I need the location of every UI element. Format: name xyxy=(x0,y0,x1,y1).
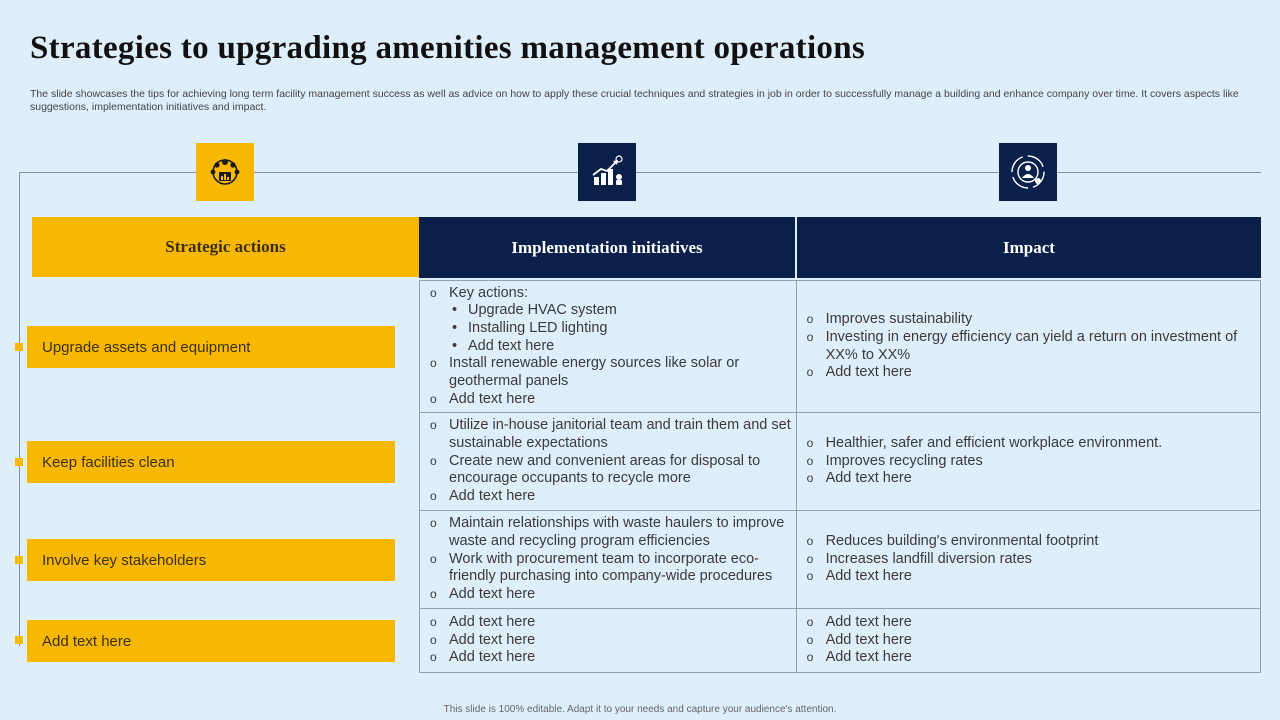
sub-list-item: • Upgrade HVAC system xyxy=(420,302,796,320)
table-row xyxy=(420,281,1261,413)
header-impact: Impact xyxy=(797,217,1261,278)
frame-line-left xyxy=(19,172,20,646)
list-item: o Add text here xyxy=(797,568,1260,586)
page-title: Strategies to upgrading amenities management operations xyxy=(30,30,866,66)
implementation-cell xyxy=(420,413,797,511)
initiatives-table xyxy=(419,280,1261,673)
list-item: o Add text here xyxy=(797,632,1260,650)
list-item: o Add text here xyxy=(797,649,1260,667)
action-item: Upgrade assets and equipment xyxy=(27,326,395,368)
target-person-icon xyxy=(999,143,1057,201)
impact-cell xyxy=(796,281,1260,413)
impact-cell xyxy=(796,609,1260,673)
connector-dot xyxy=(15,556,23,564)
sub-list-item: • Installing LED lighting xyxy=(420,320,796,338)
action-item: Add text here xyxy=(27,620,395,662)
list-item: o Add text here xyxy=(420,649,796,667)
action-item: Involve key stakeholders xyxy=(27,539,395,581)
list-item: o Improves sustainability xyxy=(797,311,1260,329)
list-item: o Investing in energy efficiency can yield a return on investment of XX% to XX% xyxy=(797,329,1260,364)
list-item: o Healthier, safer and efficient workplace environment. xyxy=(797,435,1260,453)
list-item: o Add text here xyxy=(420,632,796,650)
list-item: o Maintain relationships with waste haulers to improve waste and recycling program efficiencies xyxy=(420,515,796,550)
growth-chart-icon xyxy=(578,143,636,201)
table-row xyxy=(420,511,1261,609)
implementation-cell xyxy=(420,281,797,413)
table-row xyxy=(420,609,1261,673)
header-strategic-actions: Strategic actions xyxy=(32,217,419,277)
connector-dot xyxy=(15,343,23,351)
list-item: o Add text here xyxy=(797,614,1260,632)
list-item: o Add text here xyxy=(797,470,1260,488)
connector-dot xyxy=(15,458,23,466)
list-item: o Install renewable energy sources like solar or geothermal panels xyxy=(420,355,796,390)
list-item: o Add text here xyxy=(420,614,796,632)
header-implementation: Implementation initiatives xyxy=(419,217,795,278)
list-item: o Add text here xyxy=(420,391,796,409)
impact-cell xyxy=(796,511,1260,609)
list-item: o Add text here xyxy=(420,488,796,506)
sub-list-item: • Add text here xyxy=(420,338,796,356)
list-item: o Create new and convenient areas for disposal to encourage occupants to recycle more xyxy=(420,453,796,488)
list-item: o Key actions: xyxy=(420,285,796,303)
list-item: o Add text here xyxy=(797,364,1260,382)
list-item: o Increases landfill diversion rates xyxy=(797,551,1260,569)
page-subtitle: The slide showcases the tips for achieving long term facility management success as well as advice on how to apply these crucial techniques and strategies in job in order to successfully manage a building and enhance company over time. It covers aspects like suggestions, implementation initiatives and impact. xyxy=(30,88,1239,113)
team-meeting-icon xyxy=(196,143,254,201)
connector-dot xyxy=(15,636,23,644)
list-item: o Work with procurement team to incorporate eco-friendly purchasing into company-wide procedures xyxy=(420,551,796,586)
list-item: o Add text here xyxy=(420,586,796,604)
list-item: o Utilize in-house janitorial team and train them and set sustainable expectations xyxy=(420,417,796,452)
list-item: o Improves recycling rates xyxy=(797,453,1260,471)
implementation-cell xyxy=(420,511,797,609)
action-item: Keep facilities clean xyxy=(27,441,395,483)
table-row xyxy=(420,413,1261,511)
list-item: o Reduces building's environmental footprint xyxy=(797,533,1260,551)
implementation-cell xyxy=(420,609,797,673)
impact-cell xyxy=(796,413,1260,511)
footer-note: This slide is 100% editable. Adapt it to your needs and capture your audience's attention. xyxy=(443,704,837,715)
